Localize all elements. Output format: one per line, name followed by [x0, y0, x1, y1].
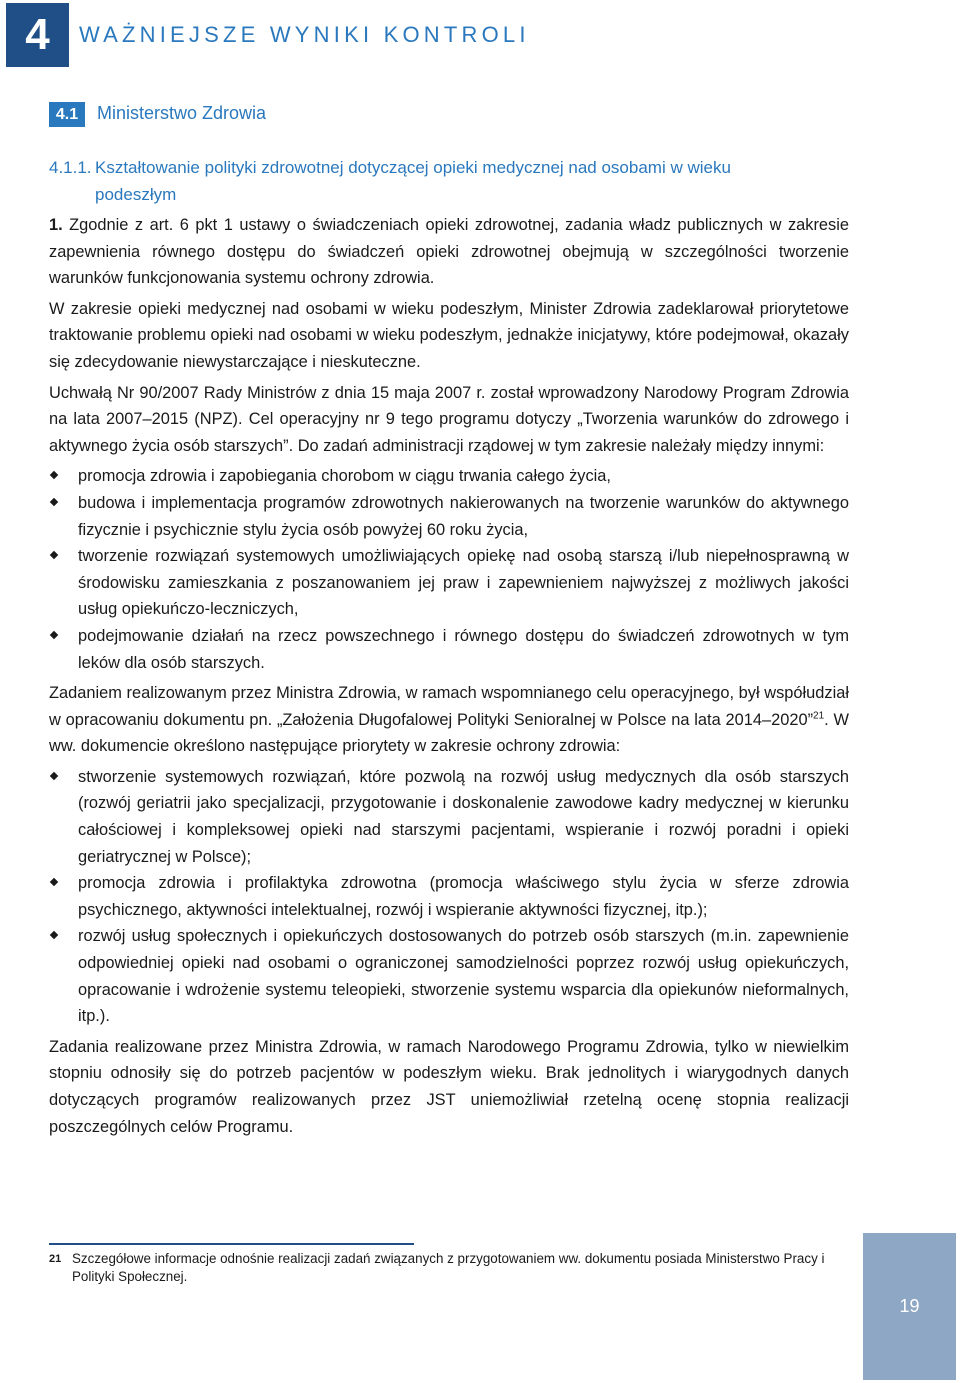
paragraph-5: Zadania realizowane przez Ministra Zdrowia, w ramach Narodowego Programu Zdrowia, tylko w niewielkim stopniu odnosiły się do potrzeb pacjentów w podeszłym wieku. Brak jednolitych i wiarygodnych danych dotyczących programów realizowanych przez JST uniemożliwiał rzetelną ocenę stopnia realizacji poszczególnych celów Programu. — [49, 1037, 849, 1136]
main-content — [49, 212, 849, 1144]
list-item — [49, 490, 849, 543]
list-item-text: promocja zdrowia i profilaktyka zdrowotna (promocja właściwego stylu życia w sferze zdrowia psychicznego, aktywności intelektualnej, rozwój i wspieranie aktywności fizycznej, itp.); — [78, 874, 849, 919]
list-item-text: rozwój usług społecznych i opiekuńczych dostosowanych do potrzeb osób starszych (m.in. zapewnienie odpowiedniej opieki nad osobami o ograniczonej samodzielności poprzez rozwój usług opiekuńczych, opracowanie i wdrożenie systemu teleopieki, stworzenie systemu wsparcia dla opiekunów nieformalnych, itp.). — [78, 927, 849, 1026]
diamond-bullet-icon — [50, 498, 58, 506]
paragraph-4 — [49, 680, 849, 760]
footnote-divider — [49, 1243, 414, 1245]
subsection-title-line2: podeszłym — [95, 185, 177, 204]
diamond-bullet-icon — [50, 772, 58, 780]
diamond-bullet-icon — [50, 551, 58, 559]
page-number: 19 — [899, 1296, 920, 1316]
paragraph-1-number: 1. — [49, 216, 63, 234]
diamond-bullet-icon — [50, 471, 58, 479]
paragraph-1-text: Zgodnie z art. 6 pkt 1 ustawy o świadczeniach opieki zdrowotnej, zadania władz publicznych w zakresie zapewnienia równego dostępu do świadczeń opieki zdrowotnej obejmują w szczególności tworzenie warunków funkcjonowania systemu ochrony zdrowia. — [49, 216, 849, 288]
section-title: Ministerstwo Zdrowia — [97, 103, 267, 123]
chapter-number-box — [6, 3, 69, 67]
footnote-ref[interactable]: 21 — [813, 710, 825, 722]
list-item — [49, 764, 849, 870]
footnote-number: 21 — [49, 1253, 62, 1265]
list-priorities — [49, 764, 849, 1030]
footnote — [49, 1250, 849, 1286]
diamond-bullet-icon — [50, 878, 58, 886]
paragraph-4-text-a: Zadaniem realizowanym przez Ministra Zdrowia, w ramach wspomnianego celu operacyjnego, był współudział w opracowaniu dokumentu pn. „Założenia Długofalowej Polityki Senioralnej w Polsce na lata 2014–2020” — [49, 684, 849, 729]
section-number: 4.1 — [49, 102, 85, 127]
list-item-text: podejmowanie działań na rzecz powszechnego i równego dostępu do świadczeń zdrowotnych w tym leków dla osób starszych. — [78, 626, 849, 672]
paragraph-1 — [49, 212, 849, 292]
list-item-text: budowa i implementacja programów zdrowotnych nakierowanych na tworzenie warunków do aktywnego fizycznie i psychicznie stylu życia osób powyżej 60 roku życia, — [78, 493, 849, 539]
list-item-text: promocja zdrowia i zapobiegania chorobom w ciągu trwania całego życia, — [78, 467, 611, 486]
list-item — [49, 463, 849, 490]
paragraph-2: W zakresie opieki medycznej nad osobami w wieku podeszłym, Minister Zdrowia zadeklarował priorytetowe traktowanie problemu opieki nad osobami w wieku podeszłym, jednakże inicjatywy, które podejmował, okazały się zdecydowanie niewystarczające i nieskuteczne. — [49, 299, 849, 371]
diamond-bullet-icon — [50, 631, 58, 639]
list-item — [49, 543, 849, 623]
list-npz-tasks — [49, 463, 849, 676]
diamond-bullet-icon — [50, 931, 58, 939]
list-item-text: tworzenie rozwiązań systemowych umożliwiających opiekę nad osobą starszą i/lub niepełnosprawną w środowisku zamieszkania z poszanowaniem jej praw i zapewnieniem najwyższej z możliwych jakości usług opiekuńczo-leczniczych, — [78, 547, 849, 619]
subsection-title-line1: Kształtowanie polityki zdrowotnej dotyczącej opieki medycznej nad osobami w wieku — [95, 158, 731, 177]
list-item-text: stworzenie systemowych rozwiązań, które pozwolą na rozwój usług medycznych dla osób starszych (rozwój geriatrii jako specjalizacji, przygotowanie i doskonalenie zawodowe kadry medycznej w kierunku całościowej i kompleksowej opieki nad starszymi pacjentami, wspieranie i rozwój poradni i opieki geriatrycznej w Polsce); — [78, 767, 849, 866]
page-number-tab — [863, 1233, 956, 1380]
subsection-heading — [49, 154, 849, 208]
subsection-number: 4.1.1. — [49, 158, 92, 177]
footnote-text: Szczegółowe informacje odnośnie realizacji zadań związanych z przygotowaniem ww. dokumentu posiada Ministerstwo Pracy i Polityki Społecznej. — [72, 1251, 825, 1284]
list-item — [49, 923, 849, 1029]
paragraph-3: Uchwałą Nr 90/2007 Rady Ministrów z dnia 15 maja 2007 r. został wprowadzony Narodowy Program Zdrowia na lata 2007–2015 (NPZ). Cel operacyjny nr 9 tego programu dotyczy „Tworzenia warunków do zdrowego i aktywnego życia osób starszych”. Do zadań administracji rządowej w tym zakresie należały między innymi: — [49, 383, 849, 455]
list-item — [49, 623, 849, 676]
list-item — [49, 870, 849, 923]
chapter-title: WAŻNIEJSZE WYNIKI KONTROLI — [79, 22, 530, 47]
chapter-number: 4 — [25, 10, 50, 59]
paragraph-4-text-b: . W ww. dokumencie określono następujące priorytety w zakresie ochrony zdrowia: — [49, 710, 850, 756]
